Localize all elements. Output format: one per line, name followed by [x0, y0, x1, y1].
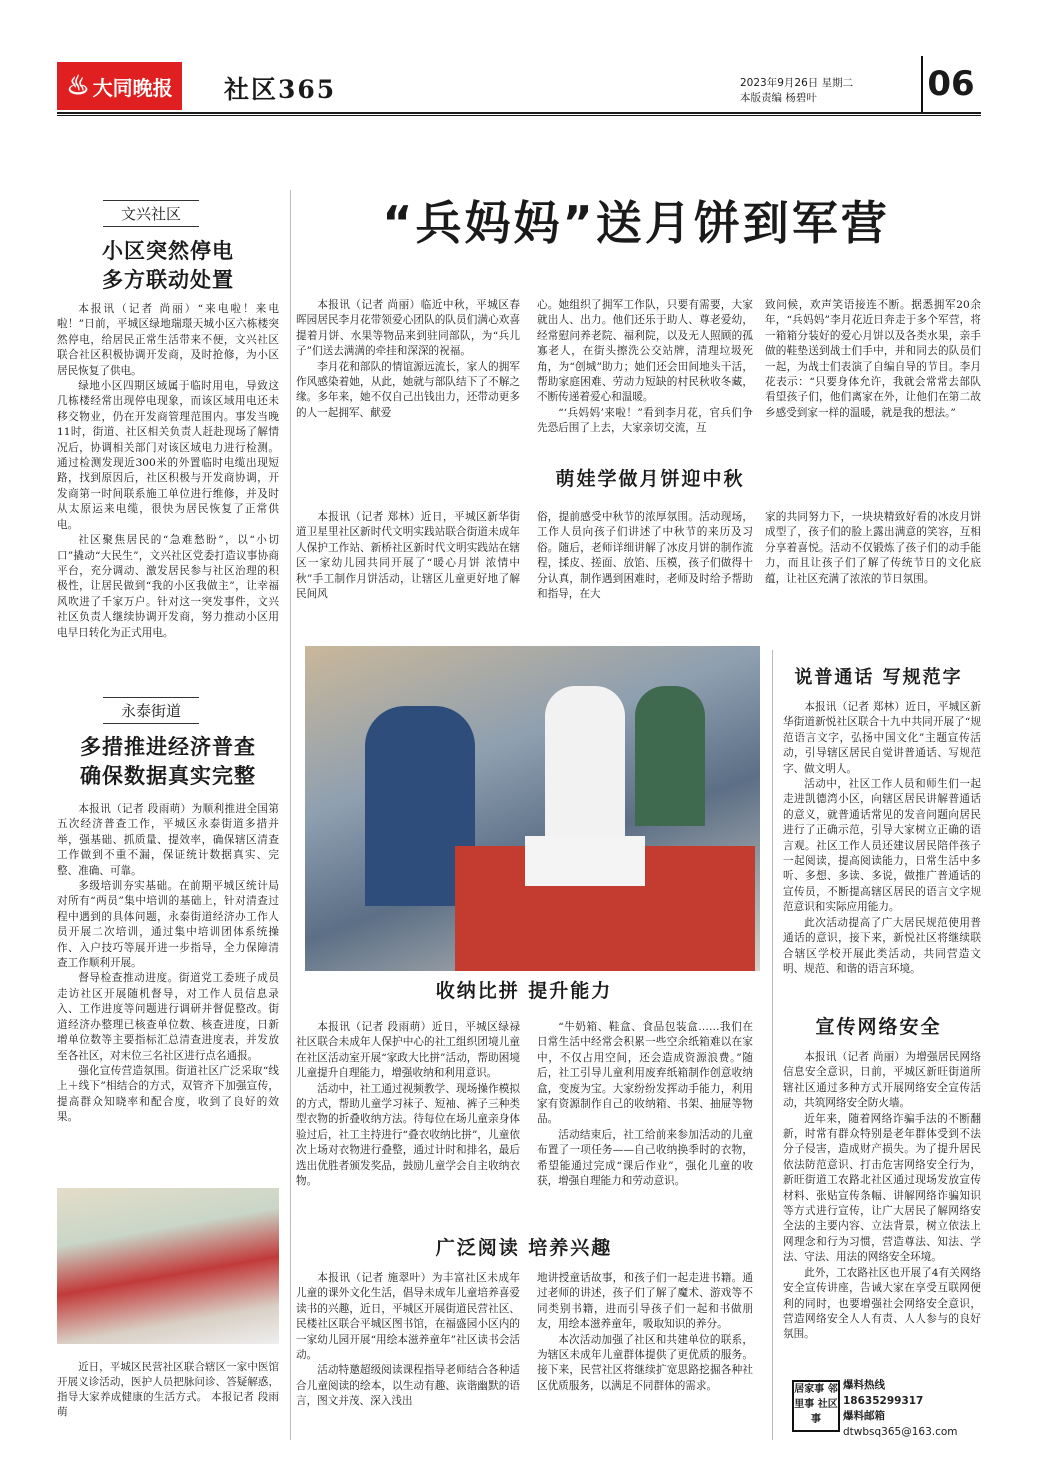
section-title: 社区365 — [224, 75, 337, 104]
story-title-power-outage — [57, 237, 279, 295]
story-body-power-outage — [57, 302, 279, 641]
lead-body-col1 — [296, 298, 520, 421]
paragraph: 俗，提前感受中秋节的浓厚氛围。活动现场，工作人员向孩子们讲述了中秋节的来历及习俗。随后，老师详细讲解了冰皮月饼的制作流程，揉皮、搓面、放馅、压模，孩子们做得十分认真，制作遇到困难时，老师及时给予帮助和指导，在大 — [537, 511, 753, 601]
title-line: 多措推进经济普查 — [80, 735, 256, 759]
lead-headline: “兵妈妈”送月饼到军营 — [382, 196, 890, 250]
paragraph: 活动中，社区工作人员和师生们一起走进凯德湾小区，向辖区居民讲解普通话的意义，就普通话常见的发音问题向居民进行了正确示范，引导大家树立正确的语言观。社区工作人员还建议居民陪伴孩子一起阅读，提高阅读能力，日常生活中多听、多想、多读、多说，做推广普通话的宣传员，不断提高辖区居民的语言文字规范意识和实际应用能力。 — [783, 778, 981, 914]
paragraph: 此次活动提高了广大居民规范使用普通话的意识，接下来，新悦社区将继续联合辖区学校开展此类活动，共同营造文明、规范、和谐的语言环境。 — [783, 916, 981, 975]
caption-text: 近日，平城区民营社区联合辖区一家中医馆开展义诊活动，医护人员把脉问诊、答疑解惑，指导大家养成健康的生活方式。 — [57, 1361, 279, 1403]
reading-body-col1 — [296, 1271, 520, 1410]
column-tag-wenxing: 文兴社区 — [103, 200, 199, 227]
mooncake-body-col3 — [765, 510, 981, 587]
title-line: 多方联动处置 — [102, 268, 234, 292]
mooncake-body-col2 — [537, 510, 753, 602]
photo-caption-clinic — [57, 1360, 279, 1420]
paragraph: 活动中，社工通过视频教学、现场操作模拟的方式，帮助儿童学习袜子、短袖、裤子三种类型衣物的折叠收纳方法。待每位在场儿童亲身体验过后，社工主持进行“叠衣收纳比拼”，儿童依次上场对衣物进行叠整，通过计时和排名，最后选出优胜者颁发奖品，鼓励儿童学会自主收纳衣物。 — [296, 1082, 520, 1188]
photo-figure — [635, 686, 705, 826]
paragraph: 心。她组织了拥军工作队，只要有需要，大家就出人、出力。他们还乐于助人、尊老爱幼，经常慰问养老院、福利院，以及无人照顾的孤寡老人，在街头擦洗公交站牌，清理垃圾死角，为“创城”助力；她们还会田间地头干活，帮助家庭困难、劳动力短缺的村民秋收冬藏，不断传递着爱心和温暖。 — [537, 299, 753, 404]
story-title-reading: 广泛阅读 培养兴趣 — [435, 1237, 613, 1259]
paragraph: 活动结束后，社工给前来参加活动的儿童布置了一项任务——自己收纳换季时的衣物，希望能通过完成“课后作业”，强化儿童的收获，增强自理能力和劳动意识。 — [537, 1128, 753, 1188]
cybersecurity-body — [783, 1050, 981, 1343]
column-divider — [772, 650, 773, 1440]
paragraph: 本报讯（记者 尚丽）为增强居民网络信息安全意识，日前，平城区新旺街道所辖社区通过多种方式开展网络安全宣传活动，共筑网络安全防火墙。 — [783, 1051, 981, 1110]
hotline-info — [843, 1378, 958, 1440]
paragraph: “‘兵妈妈’来啦！”看到李月花，官兵们争先恐后围了上去，大家亲切交流，互 — [537, 406, 753, 435]
paragraph: 多级培训夯实基础。在前期平城区统计局对所有“两员”集中培训的基础上，针对清查过程中遇到的具体问题，永泰街道经济办工作人员开展二次培训，通过集中培训团体系统操作、入户技巧等展开进一步指导，全力保障清查工作顺利开展。 — [57, 880, 279, 970]
mandarin-body — [783, 700, 981, 977]
reading-body-col2 — [537, 1271, 753, 1394]
flame-icon: ♨ — [66, 71, 90, 101]
hotline-phone: 18635299317 — [843, 1394, 924, 1407]
storage-body-col1 — [296, 1020, 520, 1189]
paragraph: 李月花和部队的情谊源远流长，家人的拥军作风感染着她，从此，她就与部队结下了不解之缘。多年来，她不仅自己出钱出力，还带动更多的人一起拥军、献爱 — [296, 360, 520, 419]
column-divider — [290, 190, 291, 1440]
title-line: 小区突然停电 — [102, 239, 234, 263]
page-number: 06 — [921, 56, 979, 112]
hotline-email: dtwbsq365@163.com — [843, 1425, 958, 1438]
clinic-photo — [57, 1188, 279, 1344]
paragraph: 督导检查推动进度。街道党工委班子成员走访社区开展随机督导，对工作人员信息录入、工作进度等问题进行调研并督促整改。街道经济办整理已核查单位数、核查进度，日新增单位数等主要指标汇总清查进度表，并发放至各社区，对末位三名社区进行点名通报。 — [57, 972, 279, 1062]
paragraph: 地讲授童话故事，和孩子们一起走进书籍。通过老师的讲述，孩子们了解了魔术、游戏等不同类别书籍，进而引导孩子们一起和书做朋友，用绘本滋养童年，吸取知识的养分。 — [537, 1272, 753, 1331]
paragraph: 本报讯（记者 郑林）近日，平城区新华街道卫星里社区新时代文明实践站联合街道未成年人保护工作站、新桥社区新时代文明实践站在辖区一家幼儿园共同开展了“暖心月饼 浓情中秋”手工制作月饼活动，让辖区儿童更好地了解民间风 — [296, 511, 520, 601]
title-line: 确保数据真实完整 — [80, 764, 256, 788]
mooncake-body-col1 — [296, 510, 520, 602]
hotline-tag: 居家事 邻里事 社区事 — [792, 1380, 840, 1432]
paragraph: 本报讯（记者 段雨萌）为顺利推进全国第五次经济普查工作，平城区永泰街道多措并举，强基础、抓质量、提效率，确保辖区清查工作做到不重不漏，保证统计数据真实、完整、准确、可靠。 — [57, 803, 279, 877]
column-tag-yongtai: 永泰街道 — [103, 697, 199, 724]
story-title-mooncake: 萌娃学做月饼迎中秋 — [555, 468, 745, 490]
story-title-cybersecurity: 宣传网络安全 — [815, 1016, 942, 1038]
paragraph: 绿地小区四期区域属于临时用电，导致这几栋楼经常出现停电现象，而该区域用电还未移交物业，仍在开发商管理范围内。事发当晚11时，街道、社区相关负责人赶赴现场了解情况后，协调相关部门对该区域电力进行检测。通过检测发现近300米的外置临时电缆出现短路，找到原因后，社区积极与开发商协调，开发商第一时间联系施工单位进行维修，并及时从太原运来电缆，很快为居民恢复了正常供电。 — [57, 380, 279, 531]
paragraph: 本报讯（记者 段雨萌）近日，平城区绿禄社区联合未成年人保护中心的社工组织团境儿童在社区活动室开展“家政大比拼”活动，帮助困境儿童提升自理能力，增强收纳和利用意识。 — [296, 1021, 520, 1080]
story-title-census — [57, 733, 279, 791]
newspaper-logo — [57, 62, 182, 110]
masthead-rule — [57, 112, 981, 114]
paragraph: 致问候，欢声笑语接连不断。据悉拥军20余年，“兵妈妈”李月花近日奔走于多个军营，将一箱箱分装好的爱心月饼以及各类水果，亲手做的鞋垫送到战士们手中，并和同去的队员们一起，为战士们表演了自编自导的节目。李月花表示：“只要身体允许，我就会常常去部队看望孩子们，他们离家在外，让他们在第二故乡感受到家一样的温暖，就是我的想法。” — [765, 299, 981, 419]
paragraph: 活动特邀超级阅读课程指导老师结合各种适合儿童阅读的绘本，以生动有趣、诙谐幽默的语言，图文并茂、深入浅出 — [296, 1364, 520, 1408]
lead-body-col3 — [765, 298, 981, 421]
paragraph: 本报讯（记者 尚丽）临近中秋，平城区春晖园居民李月花带领爱心团队的队员们满心欢喜提着月饼、水果等物品来到驻同部队，为“兵儿子”们送去满满的牵挂和深深的祝福。 — [296, 299, 520, 358]
paragraph: 强化宣传营造氛围。街道社区广泛采取“线上＋线下”相结合的方式，双管齐下加强宣传，提高群众知晓率和配合度，收到了良好的效果。 — [57, 1064, 279, 1124]
storage-body-col2 — [537, 1020, 753, 1189]
story-title-storage: 收纳比拼 提升能力 — [435, 980, 613, 1002]
story-body-census — [57, 802, 279, 1126]
paragraph: 本报讯（记者 郑林）近日，平城区新华街道新悦社区联合十九中共同开展了“规范语言文字，弘扬中国文化”主题宣传活动，引导辖区居民自觉讲普通话、写规范字、做文明人。 — [783, 701, 981, 775]
photo-figure — [545, 686, 625, 846]
paragraph: 家的共同努力下，一块块精致好看的冰皮月饼成型了，孩子们的脸上露出满意的笑容，互相分享着喜悦。活动不仅锻炼了孩子们的动手能力，而且让孩子们了解了传统节日的文化底蕴，让社区充满了浓浓的节日氛围。 — [765, 511, 981, 585]
children-folding-photo — [305, 646, 760, 971]
issue-date: 2023年9月26日 星期二 — [740, 77, 854, 89]
paragraph: 近年来，随着网络诈骗手法的不断翻新，时常有群众特别是老年群体受到不法分子侵害，造成财产损失。为了提升居民依法防范意识、打击危害网络安全行为，新旺街道工农路北社区通过现场发放宣传材料、张贴宣传条幅、讲解网络诈骗知识等方式进行宣传，让广大居民了解网络安全法的主要内容、立法背景，树立依法上网理念和行为习惯，营造尊法、知法、学法、守法、用法的网络安全环境。 — [783, 1112, 981, 1264]
caption-credit: 本报记者 段雨萌 — [57, 1391, 279, 1418]
hotline-label: 爆料热线 — [843, 1379, 885, 1391]
lead-body-col2 — [537, 298, 753, 437]
email-label: 爆料邮箱 — [843, 1410, 885, 1422]
logo-text: 大同晚报 — [92, 75, 173, 100]
photo-towel — [525, 836, 645, 886]
paragraph: 本报讯（记者 施翠叶）为丰富社区未成年儿童的课外文化生活，倡导未成年儿童培养喜爱读书的兴趣，近日，平城区开展街道民营社区、民楼社区联合平城区图书馆，在福盛园小区内的一家幼儿园开展“用绘本滋养童年”社区读书会活动。 — [296, 1272, 520, 1362]
paragraph: 本次活动加强了社区和共建单位的联系，为辖区未成年儿童群体提供了更优质的服务。接下来，民营社区将继续扩宽思路挖掘各种社区优质服务，以满足不同群体的需求。 — [537, 1333, 753, 1392]
masthead-rule-thin — [57, 115, 981, 116]
issue-editor: 本版责编 杨碧叶 — [740, 92, 817, 104]
paragraph: “牛奶箱、鞋盒、食品包装盒……我们在日常生活中经常会积累一些空余纸箱难以在家中，不仅占用空间，还会造成资源浪费。”随后，社工引导儿童利用废弃纸箱制作创意收纳盒，变废为宝。大家纷纷发挥动手能力，利用家有资源制作自己的收纳箱、书架、抽屉等物品。 — [537, 1021, 753, 1126]
issue-info — [740, 76, 853, 106]
paragraph: 此外，工农路社区也开展了4有关网络安全宣传讲座，告诫大家在享受互联网便利的同时，也要增强社会网络安全意识，营造网络安全人人有责、人人参与的良好氛围。 — [783, 1266, 981, 1341]
paragraph: 本报讯（记者 尚丽）“来电啦！来电啦！”日前，平城区绿地瑞璟天城小区六栋楼突然停电，给居民正常生活带来不便，文兴社区联合社区积极协调开发商，及时抢修，为小区居民恢复了供电。 — [57, 303, 279, 377]
story-title-mandarin: 说普通话 写规范字 — [794, 667, 963, 688]
paragraph: 社区聚焦居民的“急难愁盼”，以“小切口”撬动“大民生”，文兴社区党委打造议事协商平台，充分调动、激发居民参与社区治理的积极性，让居民做到“我的小区我做主”，让幸福风吹进了千家万户。针对这一突发事件，文兴社区负责人继续协调开发商，努力推动小区用电早日转化为正式用电。 — [57, 534, 279, 639]
